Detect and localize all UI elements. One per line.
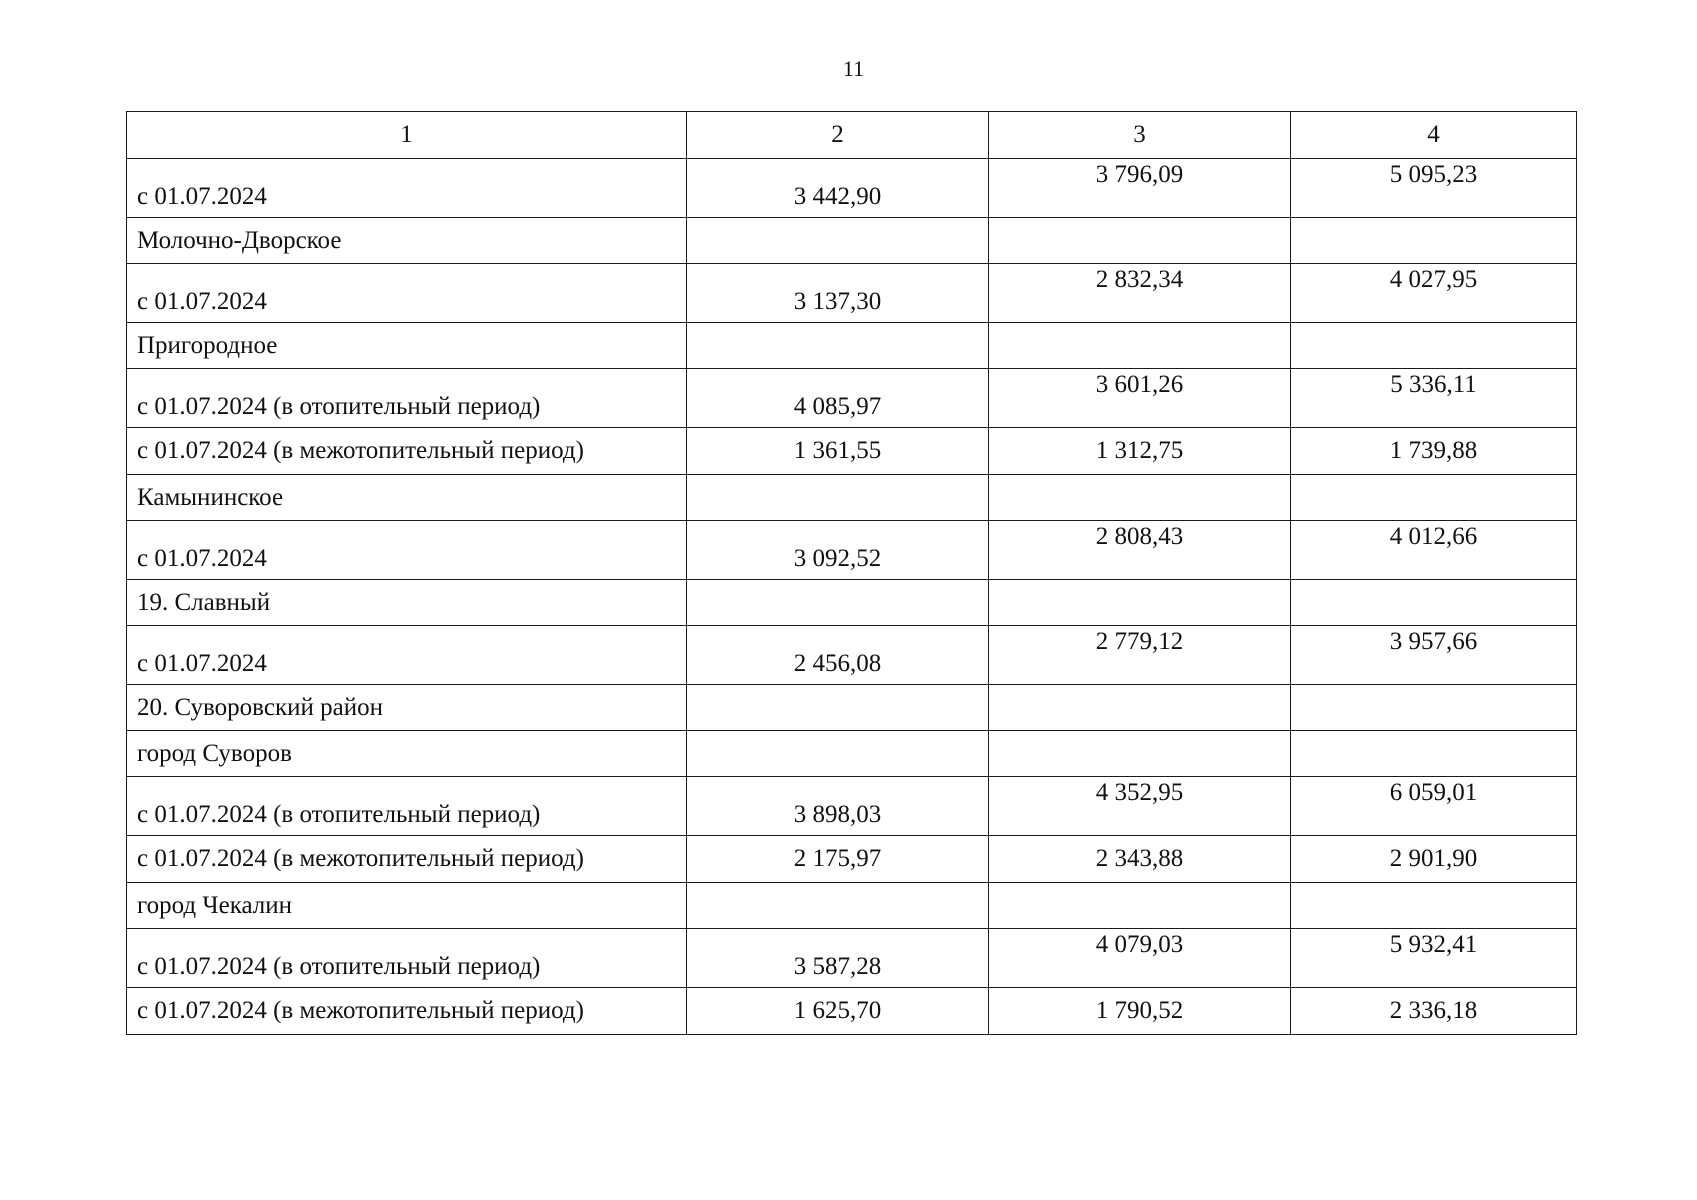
row-label: с 01.07.2024 (в отопительный период) [127, 369, 687, 428]
row-label: с 01.07.2024 [127, 521, 687, 580]
table-row [127, 369, 1577, 428]
table-row [127, 264, 1577, 323]
value-col-4: 2 336,18 [1291, 988, 1577, 1035]
section-label: 20. Суворовский район [127, 685, 687, 731]
table-row [127, 580, 1577, 626]
value-col-4: 3 957,66 [1291, 626, 1577, 685]
value-col-2: 3 137,30 [687, 264, 989, 323]
value-col-3: 2 832,34 [989, 264, 1291, 323]
table-row [127, 626, 1577, 685]
row-label: с 01.07.2024 (в межотопительный период) [127, 988, 687, 1035]
table-row [127, 475, 1577, 521]
value-col-3 [989, 580, 1291, 626]
value-col-3: 1 790,52 [989, 988, 1291, 1035]
section-label: Молочно-Дворское [127, 218, 687, 264]
table-row [127, 218, 1577, 264]
section-label: 19. Славный [127, 580, 687, 626]
row-label: с 01.07.2024 (в отопительный период) [127, 777, 687, 836]
table-row [127, 836, 1577, 883]
value-col-4: 4 027,95 [1291, 264, 1577, 323]
value-col-2 [687, 883, 989, 929]
value-col-4: 5 932,41 [1291, 929, 1577, 988]
value-col-3: 2 779,12 [989, 626, 1291, 685]
section-label: Камынинское [127, 475, 687, 521]
column-header-1: 1 [127, 112, 687, 159]
value-col-4: 5 095,23 [1291, 159, 1577, 218]
value-col-4 [1291, 685, 1577, 731]
column-header-4: 4 [1291, 112, 1577, 159]
value-col-2: 1 625,70 [687, 988, 989, 1035]
value-col-4: 1 739,88 [1291, 428, 1577, 475]
value-col-4 [1291, 475, 1577, 521]
column-header-2: 2 [687, 112, 989, 159]
value-col-3: 3 796,09 [989, 159, 1291, 218]
value-col-3 [989, 218, 1291, 264]
value-col-2: 4 085,97 [687, 369, 989, 428]
row-label: с 01.07.2024 [127, 626, 687, 685]
value-col-2: 2 456,08 [687, 626, 989, 685]
value-col-2 [687, 731, 989, 777]
value-col-3: 4 079,03 [989, 929, 1291, 988]
table-row [127, 929, 1577, 988]
page-number: 11 [842, 56, 865, 81]
value-col-3 [989, 323, 1291, 369]
value-col-2: 3 587,28 [687, 929, 989, 988]
table-row [127, 731, 1577, 777]
table-header-row [127, 112, 1577, 159]
value-col-2 [687, 685, 989, 731]
table-row [127, 988, 1577, 1035]
table-row [127, 685, 1577, 731]
value-col-3: 4 352,95 [989, 777, 1291, 836]
section-label: город Суворов [127, 731, 687, 777]
row-label: с 01.07.2024 (в отопительный период) [127, 929, 687, 988]
table-row [127, 159, 1577, 218]
value-col-3 [989, 883, 1291, 929]
value-col-3: 2 808,43 [989, 521, 1291, 580]
value-col-4: 2 901,90 [1291, 836, 1577, 883]
value-col-4 [1291, 883, 1577, 929]
value-col-2 [687, 580, 989, 626]
value-col-3 [989, 685, 1291, 731]
value-col-4 [1291, 218, 1577, 264]
table-row [127, 323, 1577, 369]
row-label: с 01.07.2024 (в межотопительный период) [127, 836, 687, 883]
value-col-4: 4 012,66 [1291, 521, 1577, 580]
value-col-3: 1 312,75 [989, 428, 1291, 475]
row-label: с 01.07.2024 [127, 264, 687, 323]
value-col-3: 3 601,26 [989, 369, 1291, 428]
value-col-4 [1291, 323, 1577, 369]
table-row [127, 521, 1577, 580]
table-row [127, 777, 1577, 836]
tariff-table [126, 111, 1577, 1035]
table-row [127, 428, 1577, 475]
value-col-2: 3 092,52 [687, 521, 989, 580]
section-label: город Чекалин [127, 883, 687, 929]
value-col-4 [1291, 580, 1577, 626]
value-col-3: 2 343,88 [989, 836, 1291, 883]
value-col-3 [989, 475, 1291, 521]
value-col-2 [687, 323, 989, 369]
value-col-3 [989, 731, 1291, 777]
value-col-2: 3 442,90 [687, 159, 989, 218]
value-col-2 [687, 218, 989, 264]
row-label: с 01.07.2024 (в межотопительный период) [127, 428, 687, 475]
section-label: Пригородное [127, 323, 687, 369]
value-col-2: 3 898,03 [687, 777, 989, 836]
table-row [127, 883, 1577, 929]
value-col-2 [687, 475, 989, 521]
value-col-2: 2 175,97 [687, 836, 989, 883]
value-col-4: 6 059,01 [1291, 777, 1577, 836]
value-col-4 [1291, 731, 1577, 777]
value-col-2: 1 361,55 [687, 428, 989, 475]
row-label: с 01.07.2024 [127, 159, 687, 218]
value-col-4: 5 336,11 [1291, 369, 1577, 428]
column-header-3: 3 [989, 112, 1291, 159]
